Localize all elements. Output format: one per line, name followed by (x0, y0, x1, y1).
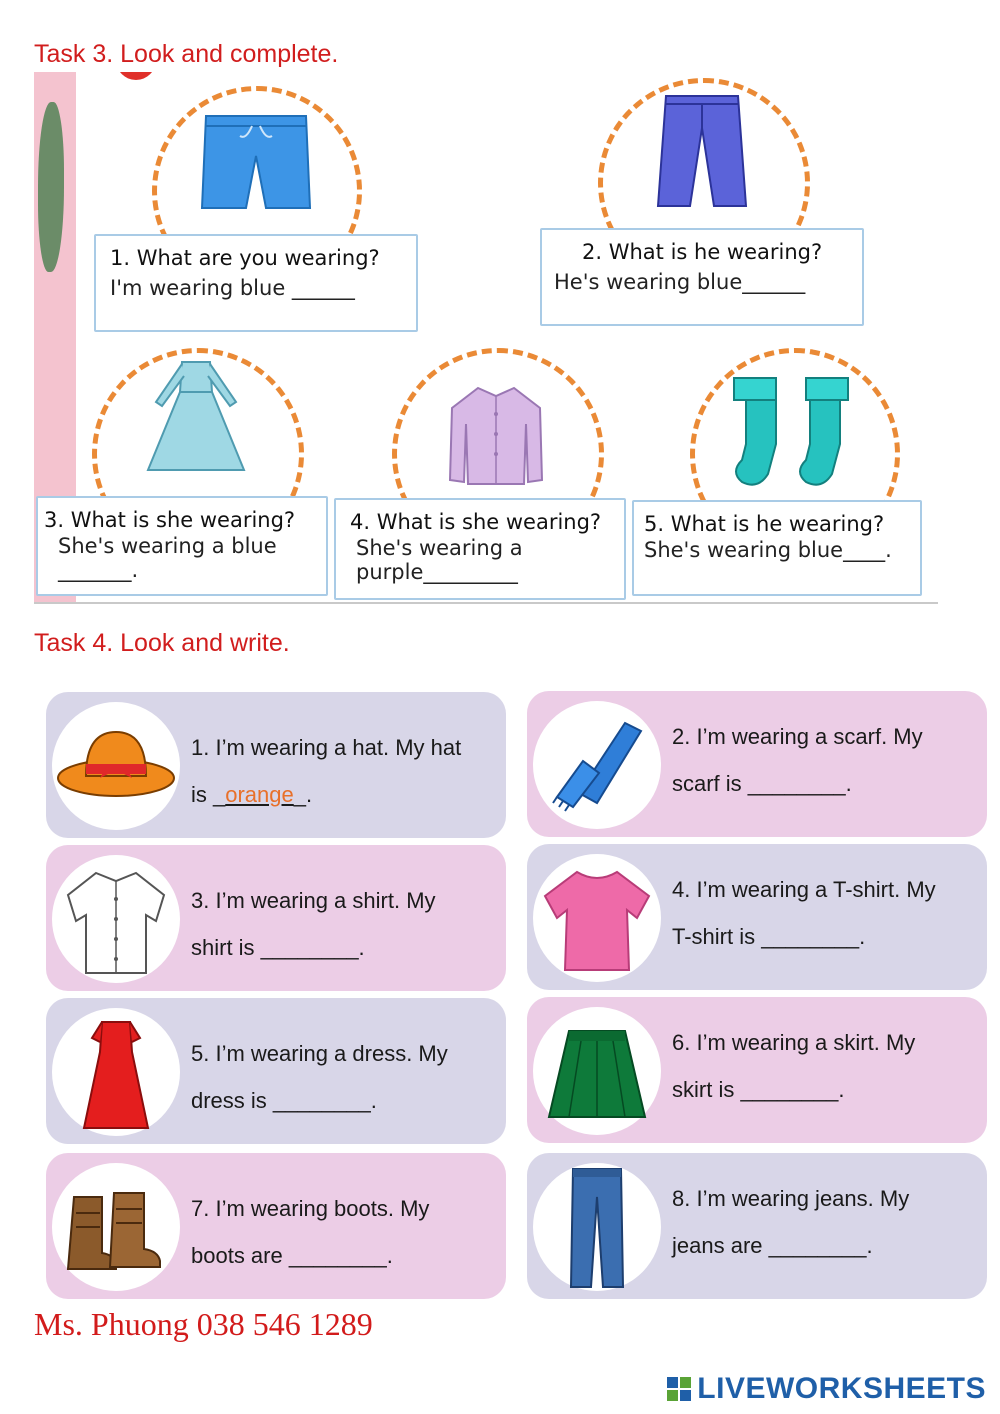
tshirt-icon (533, 854, 661, 982)
card-text (191, 724, 496, 818)
author-name: Ms. Phuong 038 546 1289 (34, 1306, 373, 1342)
line2-prefix: is _ (191, 782, 226, 807)
card-line1: 8. I’m wearing jeans. My (672, 1186, 910, 1211)
question-box (334, 498, 626, 600)
task3-panel (34, 72, 938, 604)
exercise-card (527, 1153, 987, 1299)
question-box (540, 228, 864, 326)
question-box (36, 496, 328, 596)
picture-circle (533, 854, 661, 982)
picture-circle (52, 855, 180, 983)
scarf-icon (533, 701, 661, 829)
exercise-card (46, 1153, 506, 1299)
card-line1: 2. I’m wearing a scarf. My (672, 724, 923, 749)
question-text: 4. What is she wearing? (350, 510, 602, 534)
liveworksheets-brand[interactable] (667, 1372, 986, 1406)
question-text: 3. What is she wearing? (44, 508, 296, 532)
card-text (672, 1019, 977, 1113)
card-line2: shirt is ________. (191, 935, 365, 960)
card-line2: jeans are ________. (672, 1233, 873, 1258)
card-text (191, 1185, 496, 1279)
card-line1: 4. I’m wearing a T-shirt. My (672, 877, 936, 902)
shorts-icon (200, 112, 312, 212)
boots-icon (52, 1163, 180, 1291)
answer-text: She's wearing a (356, 536, 523, 560)
card-text (191, 877, 496, 971)
shirt-icon (52, 855, 180, 983)
answer-text: purple_________ (356, 560, 518, 584)
jeans-icon (533, 1163, 661, 1291)
answer-text: _______. (58, 558, 139, 582)
card-line1: 5. I’m wearing a dress. My (191, 1041, 448, 1066)
question-box (632, 500, 922, 596)
picture-circle (533, 1007, 661, 1135)
brand-text: LIVEWORKSHEETS (697, 1372, 986, 1405)
card-line2: boots are ________. (191, 1243, 393, 1268)
socks-icon (728, 374, 856, 492)
exercise-card (527, 691, 987, 837)
card-line2: scarf is ________. (672, 771, 852, 796)
exercise-card (527, 997, 987, 1143)
trousers-icon (654, 94, 750, 210)
filled-answer[interactable]: orange (225, 782, 294, 807)
answer-text: I'm wearing blue ______ (110, 276, 355, 300)
liveworksheets-logo-icon (667, 1377, 691, 1401)
answer-text: She's wearing a blue (58, 534, 277, 558)
exercise-card (46, 998, 506, 1144)
dress-icon (146, 358, 246, 474)
skirt-icon (533, 1007, 661, 1135)
exercise-card (527, 844, 987, 990)
card-line2: dress is ________. (191, 1088, 377, 1113)
dress-icon (52, 1008, 180, 1136)
question-box (94, 234, 418, 332)
exercise-card (46, 692, 506, 838)
question-text: 1. What are you wearing? (110, 246, 380, 270)
question-text: 5. What is he wearing? (644, 512, 885, 536)
picture-circle (52, 702, 180, 830)
card-text (672, 713, 977, 807)
card-line2: T-shirt is ________. (672, 924, 866, 949)
card-line1: 7. I’m wearing boots. My (191, 1196, 430, 1221)
question-text: 2. What is he wearing? (582, 240, 823, 264)
card-text (672, 1175, 977, 1269)
line2-suffix: _. (293, 782, 313, 807)
card-line1: 3. I’m wearing a shirt. My (191, 888, 436, 913)
task4-title: Task 4. Look and write. (34, 629, 290, 657)
card-line2 (191, 771, 496, 818)
exercise-card (46, 845, 506, 991)
hat-icon (52, 702, 180, 830)
card-text (672, 866, 977, 960)
answer-text: She's wearing blue____. (644, 538, 892, 562)
picture-circle (52, 1163, 180, 1291)
picture-circle (533, 701, 661, 829)
answer-text: He's wearing blue______ (554, 270, 806, 294)
card-line1: 1. I’m wearing a hat. My hat (191, 735, 462, 760)
card-text (191, 1030, 496, 1124)
shirt-icon (444, 384, 548, 488)
card-line1: 6. I’m wearing a skirt. My (672, 1030, 916, 1055)
card-line2: skirt is ________. (672, 1077, 845, 1102)
decorative-red-shape (116, 72, 156, 80)
picture-circle (52, 1008, 180, 1136)
picture-circle (533, 1163, 661, 1291)
task3-title: Task 3. Look and complete. (34, 40, 339, 68)
